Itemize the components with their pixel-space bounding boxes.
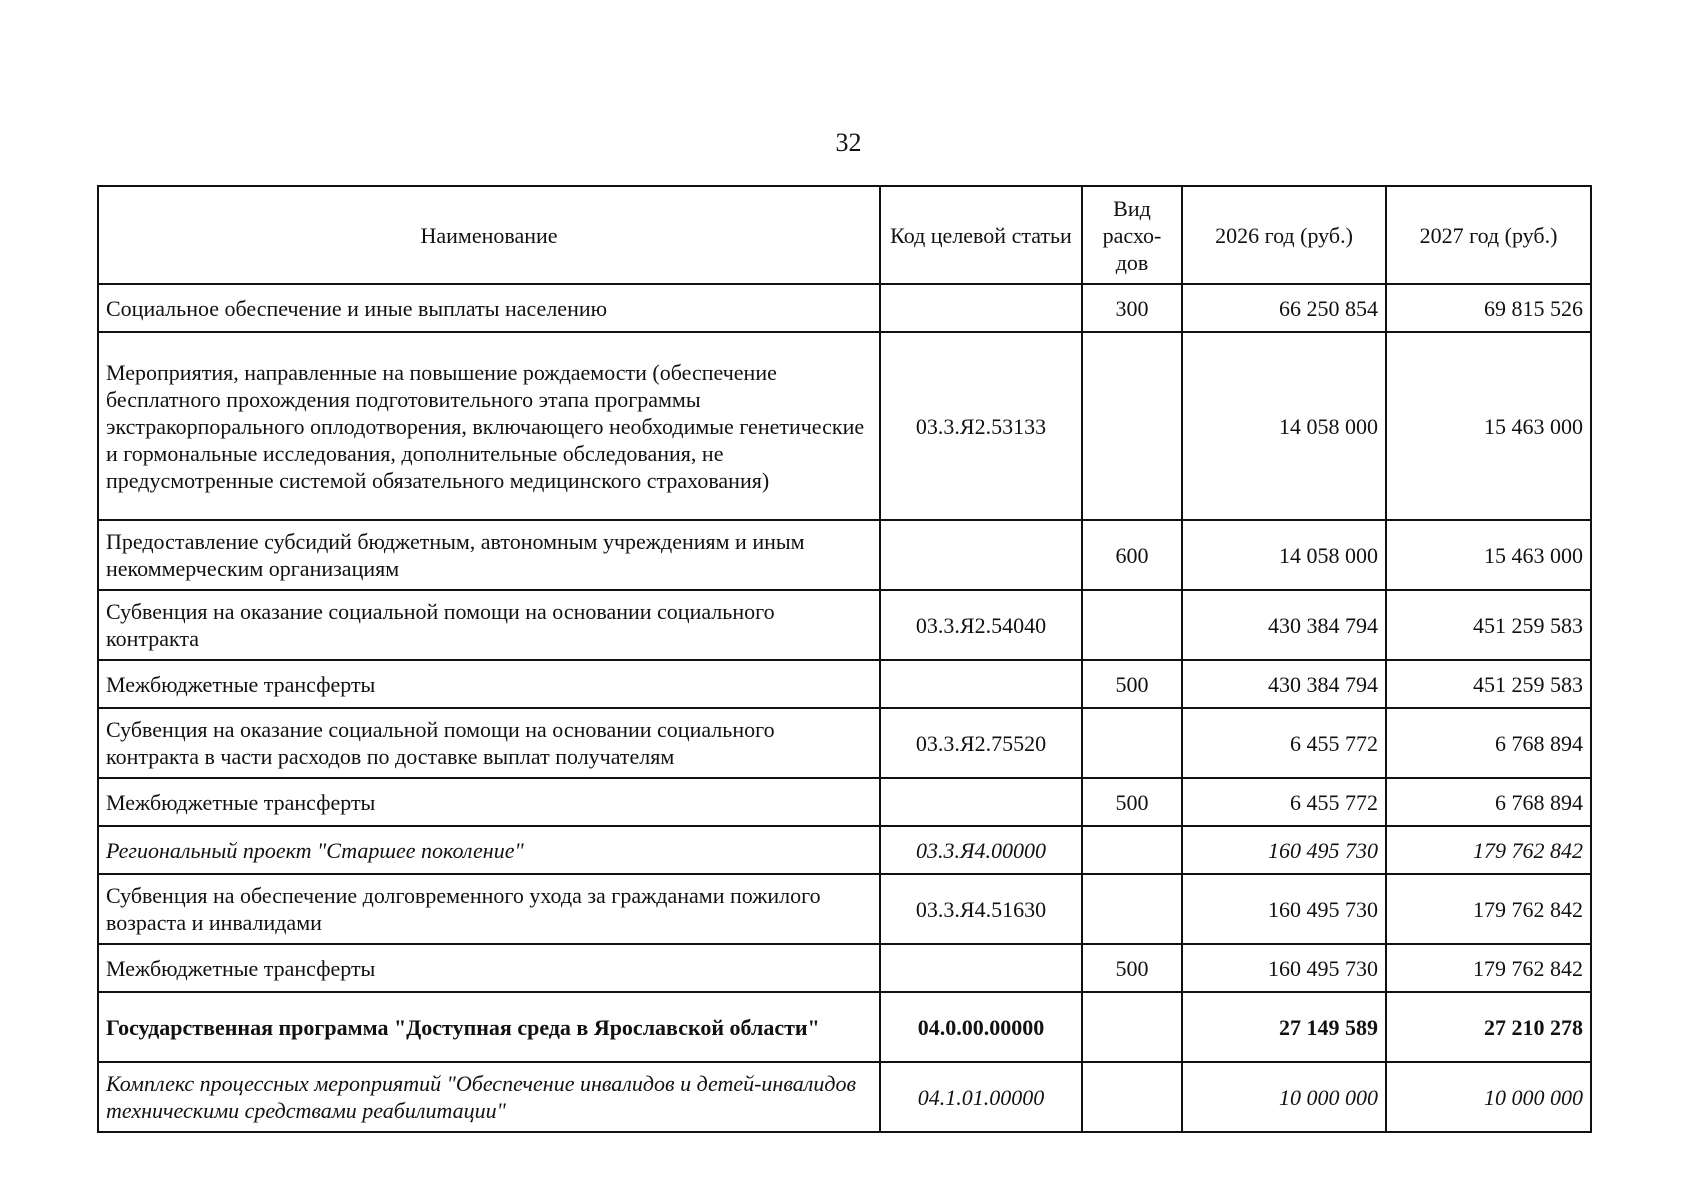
row-2026: 160 495 730 (1182, 874, 1386, 944)
table-row (98, 992, 1591, 1062)
row-2026: 27 149 589 (1182, 992, 1386, 1062)
row-code (880, 520, 1082, 590)
row-type (1082, 992, 1182, 1062)
row-code: 03.3.Я2.54040 (880, 590, 1082, 660)
row-type: 500 (1082, 660, 1182, 708)
row-type: 500 (1082, 778, 1182, 826)
row-2027: 6 768 894 (1386, 708, 1591, 778)
row-2027: 179 762 842 (1386, 874, 1591, 944)
row-name: Социальное обеспечение и иные выплаты населению (98, 284, 880, 332)
page-number: 32 (835, 128, 862, 157)
row-2027: 27 210 278 (1386, 992, 1591, 1062)
row-code: 03.3.Я2.75520 (880, 708, 1082, 778)
row-name: Мероприятия, направленные на повышение рождаемости (обеспечение бесплатного прохождения подготовительного этапа программы экстракорпорального оплодотворения, включающего необходимые генетические и гормональные исследования, дополнительные обследования, не предусмотренные системой обязательного медицинского страхования) (98, 332, 880, 520)
row-name: Межбюджетные трансферты (98, 660, 880, 708)
row-type (1082, 826, 1182, 874)
table-row (98, 332, 1591, 520)
row-name: Субвенция на обеспечение долговременного ухода за гражданами пожилого возраста и инвалидами (98, 874, 880, 944)
row-type (1082, 874, 1182, 944)
table-row (98, 1062, 1591, 1132)
row-name: Межбюджетные трансферты (98, 778, 880, 826)
row-2027: 15 463 000 (1386, 332, 1591, 520)
table-row (98, 944, 1591, 992)
table-row (98, 284, 1591, 332)
row-code: 04.1.01.00000 (880, 1062, 1082, 1132)
row-2027: 69 815 526 (1386, 284, 1591, 332)
header-code: Код целевой статьи (880, 186, 1082, 284)
row-name: Межбюджетные трансферты (98, 944, 880, 992)
row-name: Предоставление субсидий бюджетным, автономным учреждениям и иным некоммерческим организациям (98, 520, 880, 590)
header-type: Вид расхо-дов (1082, 186, 1182, 284)
row-code: 03.3.Я4.00000 (880, 826, 1082, 874)
row-2027: 179 762 842 (1386, 944, 1591, 992)
row-2026: 160 495 730 (1182, 944, 1386, 992)
row-code: 04.0.00.00000 (880, 992, 1082, 1062)
budget-table (97, 185, 1592, 1133)
table-row (98, 708, 1591, 778)
row-2027: 179 762 842 (1386, 826, 1591, 874)
row-name: Региональный проект "Старшее поколение" (98, 826, 880, 874)
row-2027: 451 259 583 (1386, 660, 1591, 708)
row-2026: 6 455 772 (1182, 778, 1386, 826)
table-row (98, 520, 1591, 590)
row-name: Комплекс процессных мероприятий "Обеспечение инвалидов и детей-инвалидов техническими средствами реабилитации" (98, 1062, 880, 1132)
row-type: 500 (1082, 944, 1182, 992)
row-code (880, 944, 1082, 992)
row-code: 03.3.Я4.51630 (880, 874, 1082, 944)
table-header-row (98, 186, 1591, 284)
header-2026: 2026 год (руб.) (1182, 186, 1386, 284)
row-type (1082, 1062, 1182, 1132)
row-code (880, 284, 1082, 332)
row-2027: 6 768 894 (1386, 778, 1591, 826)
row-code (880, 660, 1082, 708)
row-2026: 10 000 000 (1182, 1062, 1386, 1132)
row-2027: 15 463 000 (1386, 520, 1591, 590)
row-code (880, 778, 1082, 826)
header-2027: 2027 год (руб.) (1386, 186, 1591, 284)
table-row (98, 590, 1591, 660)
table-row (98, 826, 1591, 874)
row-type: 600 (1082, 520, 1182, 590)
row-2026: 6 455 772 (1182, 708, 1386, 778)
row-2026: 14 058 000 (1182, 520, 1386, 590)
row-name: Субвенция на оказание социальной помощи на основании социального контракта в части расходов по доставке выплат получателям (98, 708, 880, 778)
table-row (98, 660, 1591, 708)
header-name: Наименование (98, 186, 880, 284)
row-type: 300 (1082, 284, 1182, 332)
row-name: Государственная программа "Доступная среда в Ярославской области" (98, 992, 880, 1062)
row-2027: 10 000 000 (1386, 1062, 1591, 1132)
row-2026: 14 058 000 (1182, 332, 1386, 520)
table-row (98, 874, 1591, 944)
row-name: Субвенция на оказание социальной помощи на основании социального контракта (98, 590, 880, 660)
row-type (1082, 590, 1182, 660)
row-2026: 160 495 730 (1182, 826, 1386, 874)
row-2027: 451 259 583 (1386, 590, 1591, 660)
table-row (98, 778, 1591, 826)
row-type (1082, 332, 1182, 520)
row-code: 03.3.Я2.53133 (880, 332, 1082, 520)
row-type (1082, 708, 1182, 778)
row-2026: 430 384 794 (1182, 660, 1386, 708)
row-2026: 66 250 854 (1182, 284, 1386, 332)
row-2026: 430 384 794 (1182, 590, 1386, 660)
